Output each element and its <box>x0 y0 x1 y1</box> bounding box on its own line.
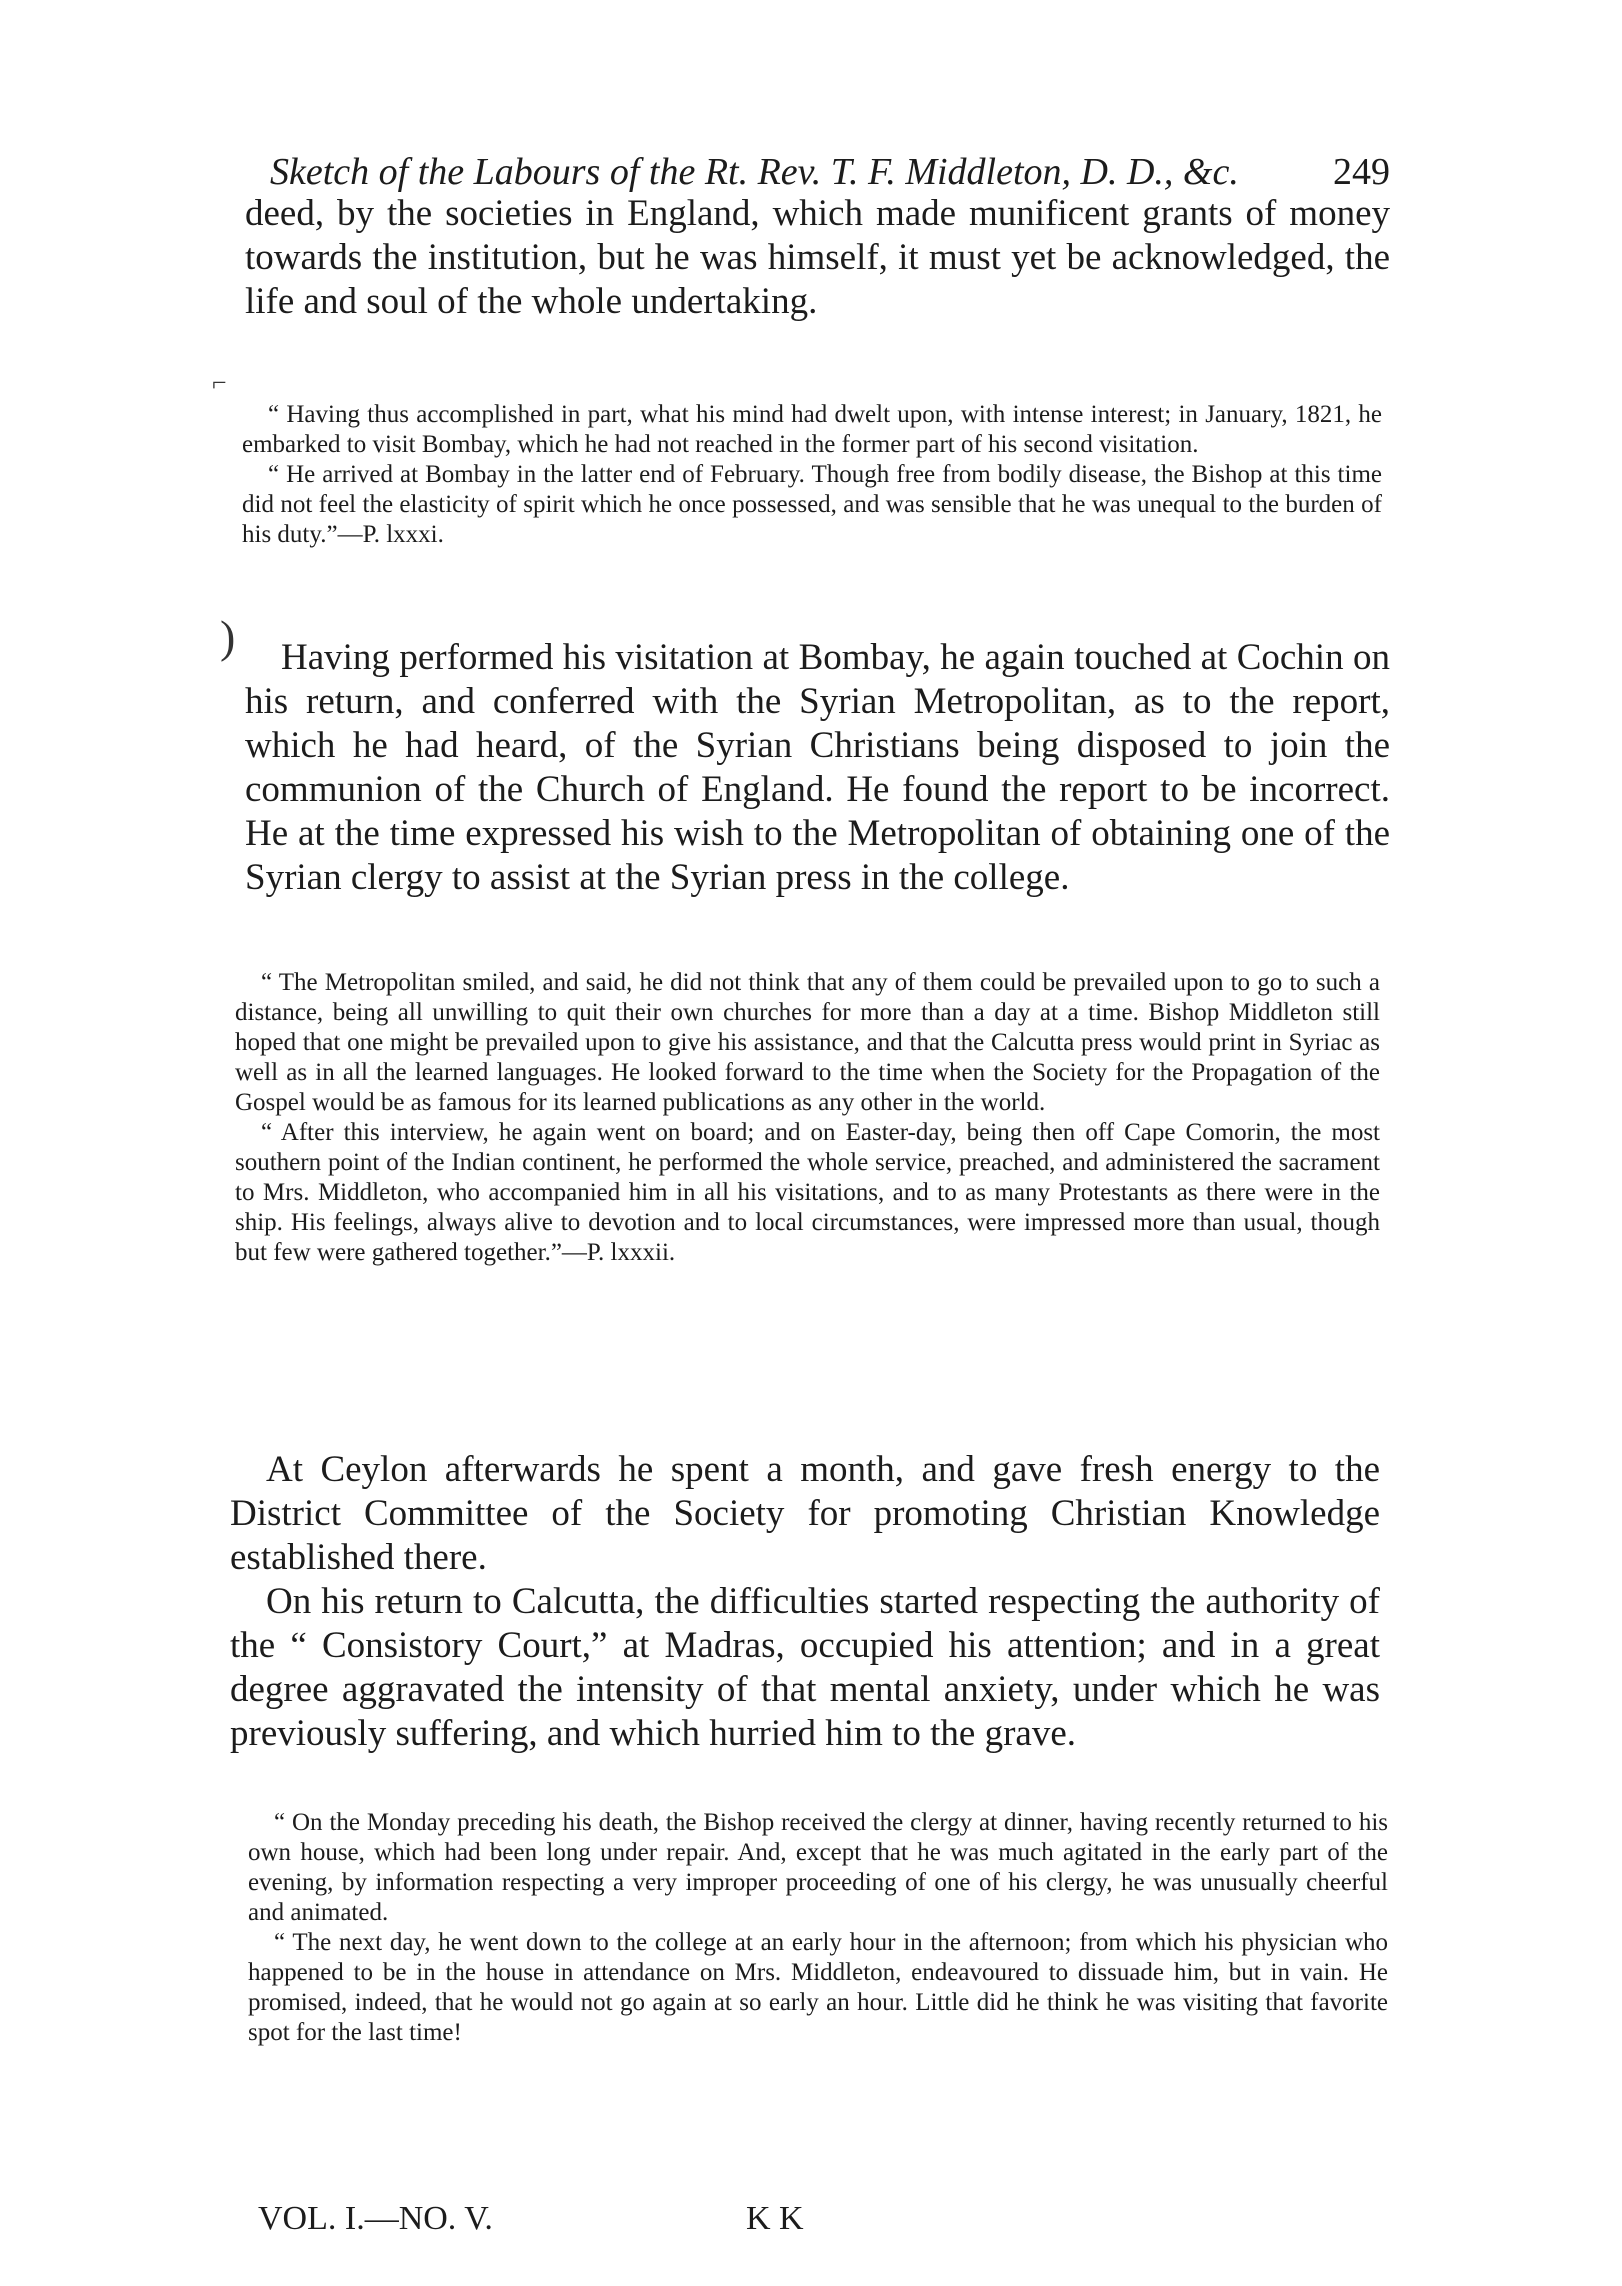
quote-paragraph: “ Having thus accomplished in part, what his mind had dwelt upon, with intense interest; in January, 1821, he embarked to visit Bombay, which he had not reached in the former part of his second visitation. <box>242 401 1382 458</box>
block-quote-1 <box>242 400 1382 550</box>
quote-paragraph: “ He arrived at Bombay in the latter end of February. Though free from bodily disease, the Bishop at this time did not feel the elasticity of spirit which he once possessed, and was sensible that he was unequal to the burden of his duty.”—P. lxxxi. <box>242 461 1382 548</box>
paragraph-text: At Ceylon afterwards he spent a month, and gave fresh energy to the District Committee of the Society for promoting Christian Knowledge established there. <box>230 1449 1380 1578</box>
page-number: 249 <box>1333 151 1390 193</box>
paragraph-text: On his return to Calcutta, the difficulties started respecting the authority of the “ Consistory Court,” at Madras, occupied his attention; and in a great degree aggravated the intensity of that mental anxiety, under which he was previously suffering, and which hurried him to the grave. <box>230 1581 1380 1754</box>
running-head <box>270 150 1390 194</box>
page-footer <box>258 2200 858 2238</box>
paragraph-text: deed, by the societies in England, which made munificent grants of money towards the institution, but he was himself, it must yet be acknowledged, the life and soul of the whole undertaking. <box>245 193 1390 322</box>
running-head-title: Sketch of the Labours of the Rt. Rev. T. F. Middleton, D. D., &c. <box>270 151 1239 193</box>
block-quote-2 <box>235 968 1380 1268</box>
volume-number: VOL. I.—NO. V. <box>258 2200 493 2237</box>
paragraph-continuation <box>245 192 1390 324</box>
paragraph-text: Having performed his visitation at Bombay, he again touched at Cochin on his return, and conferred with the Syrian Metropolitan, as to the report, which he had heard, of the Syrian Christians being disposed to join the communion of the Church of England. He found the report to be incorrect. He at the time expressed his wish to the Metropolitan of obtaining one of the Syrian clergy to assist at the Syrian press in the college. <box>245 637 1390 898</box>
quote-paragraph: “ On the Monday preceding his death, the Bishop received the clergy at dinner, having recently returned to his own house, which had been long under repair. And, except that he was much agitated in the early part of the evening, by information respecting a very improper proceeding of one of his clergy, he was unusually cheerful and animated. <box>248 1809 1388 1926</box>
paragraph-ceylon <box>230 1448 1380 1756</box>
quote-paragraph: “ The Metropolitan smiled, and said, he did not think that any of them could be prevailed upon to go to such a distance, being all unwilling to quit their own churches for more than a day at a time. Bishop Middleton still hoped that one might be prevailed upon to give his assistance, and that the Calcutta press would print in Syriac as well as in all the learned languages. He looked forward to the time when the Society for the Propagation of the Gospel would be as famous for its learned publications as any other in the world. <box>235 969 1380 1116</box>
signature-mark: K K <box>746 2200 804 2237</box>
margin-bracket-mark: ) <box>220 611 236 662</box>
margin-tick-mark: ⌐ <box>212 368 227 397</box>
quote-paragraph: “ After this interview, he again went on board; and on Easter-day, being then off Cape Comorin, the most southern point of the Indian continent, he performed the whole service, preached, and administered the sacrament to Mrs. Middleton, who accompanied him in all his visitations, and to as many Protestants as there were in the ship. His feelings, always alive to devotion and to local circumstances, were impressed more than usual, though but few were gathered together.”—P. lxxxii. <box>235 1119 1380 1266</box>
paragraph-bombay-visit <box>245 636 1390 900</box>
block-quote-3 <box>248 1808 1388 2048</box>
quote-paragraph: “ The next day, he went down to the college at an early hour in the afternoon; from which his physician who happened to be in the house in attendance on Mrs. Middleton, endeavoured to dissuade him, but in vain. He promised, indeed, that he would not go again at so early an hour. Little did he think he was visiting that favorite spot for the last time! <box>248 1929 1388 2046</box>
